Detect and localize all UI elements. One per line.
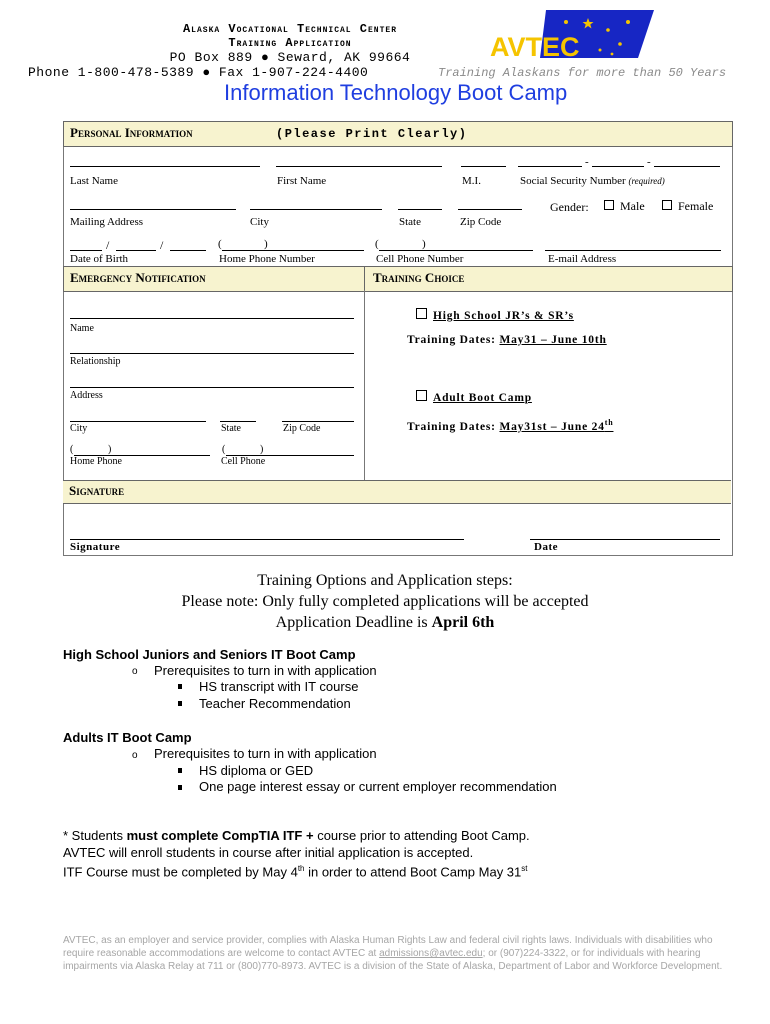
emergency-header xyxy=(63,266,365,292)
female-label: Female xyxy=(678,199,714,213)
dob-year-field[interactable] xyxy=(170,250,206,251)
mi-field[interactable] xyxy=(461,166,506,167)
comptia-note xyxy=(63,828,530,881)
emergency-address-label: Address xyxy=(70,390,103,401)
deadline-date: April 6th xyxy=(431,614,495,631)
date-field[interactable] xyxy=(530,539,720,540)
hs-prereq-bullet: o xyxy=(132,666,138,677)
emergency-city-label: City xyxy=(70,423,88,434)
footer-disclaimer xyxy=(63,934,731,973)
ssn-part3-field[interactable] xyxy=(654,166,720,167)
signature-heading: Signature xyxy=(69,483,125,498)
hs-option-label: High School JR’s & SR’s xyxy=(433,310,574,322)
training-choice-header xyxy=(364,266,733,292)
ssn-label-text: Social Security Number xyxy=(520,175,626,187)
mailing-address-label: Mailing Address xyxy=(70,216,144,228)
zip-field[interactable] xyxy=(458,209,522,210)
admissions-email-link[interactable]: admissions@avtec.edu xyxy=(379,948,483,959)
adult-item: HS diploma or GED xyxy=(199,763,314,778)
zip-label: Zip Code xyxy=(460,216,502,228)
note-suffix: course prior to attending Boot Camp. xyxy=(317,828,530,843)
adult-dates-label: Training Dates: xyxy=(407,420,496,433)
org-address: PO Box 889 ● Seward, AK 99664 xyxy=(169,50,411,65)
male-label: Male xyxy=(620,199,645,213)
last-name-field[interactable] xyxy=(70,166,260,167)
adult-dates-sup: th xyxy=(604,418,614,427)
emergency-cell-paren: ) xyxy=(260,444,264,455)
gender-label: Gender: xyxy=(550,200,589,214)
emergency-home-paren: ( xyxy=(70,444,74,455)
hs-item-bullet xyxy=(178,701,182,706)
adult-option[interactable] xyxy=(416,390,532,404)
cell-phone-paren: ( xyxy=(375,238,379,250)
cell-phone-paren: ) xyxy=(422,238,426,250)
note-sup: th xyxy=(297,864,305,873)
emergency-zip-label: Zip Code xyxy=(283,423,321,434)
ssn-required-note: (required) xyxy=(628,176,665,186)
hs-option-checkbox[interactable] xyxy=(416,308,427,319)
note-line3-a: ITF Course must be completed by May 4 xyxy=(63,864,298,880)
info-line-1: Training Options and Application steps: xyxy=(257,572,513,589)
print-clearly-note: (Please Print Clearly) xyxy=(276,127,468,141)
adult-prereq-bullet: o xyxy=(132,750,138,761)
city-label: City xyxy=(250,216,269,228)
hs-item-bullet xyxy=(178,684,182,689)
state-label: State xyxy=(399,216,421,228)
home-phone-label: Home Phone Number xyxy=(219,253,315,265)
emergency-name-label: Name xyxy=(70,323,94,334)
adult-dates-value xyxy=(499,418,614,433)
info-heading xyxy=(0,570,770,633)
footer-text-b: ; or (907)224-3322, or for individuals with hearing impairments via Alaska Relay at 711 or (800)770-8973. AVTEC is a division of the State of Alaska, Department of Labor and Workforce Development. xyxy=(63,948,723,972)
emergency-cell-phone-label: Cell Phone xyxy=(221,456,266,467)
deadline-label: Application Deadline is xyxy=(275,614,428,631)
emergency-heading: Emergency Notification xyxy=(70,270,206,285)
hs-prereq: Prerequisites to turn in with application xyxy=(154,663,377,678)
hs-option[interactable] xyxy=(416,308,574,322)
gender-female-option[interactable] xyxy=(662,199,713,214)
footer-text-a: AVTEC, as an employer and service provider, complies with Alaska Human Rights Law and federal civil rights laws. Individuals with disabilities who require reasonable accommodations are welcome to contact AVTEC at xyxy=(63,935,713,959)
logo-text: AVTEC xyxy=(490,32,580,62)
emergency-relationship-label: Relationship xyxy=(70,356,121,367)
avtec-logo xyxy=(488,10,656,64)
date-label: Date xyxy=(534,541,558,553)
form-name: Training Application xyxy=(228,36,352,50)
gender-male-option[interactable] xyxy=(604,199,645,214)
mi-label: M.I. xyxy=(462,175,481,187)
adult-dates-text: May31st – June 24 xyxy=(499,420,605,433)
ssn-part2-field[interactable] xyxy=(592,166,644,167)
ssn-part1-field[interactable] xyxy=(518,166,582,167)
signature-field[interactable] xyxy=(70,539,464,540)
personal-info-header xyxy=(63,121,733,147)
hs-dates-value: May31 – June 10th xyxy=(499,334,607,346)
email-label: E-mail Address xyxy=(548,253,617,265)
emergency-home-phone-label: Home Phone xyxy=(70,456,122,467)
home-phone-paren: ) xyxy=(264,238,268,250)
cell-phone-label: Cell Phone Number xyxy=(376,253,464,265)
hs-requirements-heading: High School Juniors and Seniors IT Boot Camp xyxy=(63,647,356,662)
cell-phone-field[interactable] xyxy=(379,250,533,251)
comptia-note-line-3 xyxy=(63,861,530,881)
signature-header xyxy=(63,480,731,504)
adult-item-bullet xyxy=(178,785,182,790)
state-field[interactable] xyxy=(398,209,442,210)
emergency-city-field[interactable] xyxy=(70,421,206,422)
adult-prereq: Prerequisites to turn in with application xyxy=(154,746,377,761)
dob-day-field[interactable] xyxy=(116,250,156,251)
emergency-zip-field[interactable] xyxy=(282,421,354,422)
signature-label: Signature xyxy=(70,541,121,553)
adult-dates xyxy=(407,418,613,433)
hs-item: Teacher Recommendation xyxy=(199,696,351,711)
first-name-label: First Name xyxy=(277,175,327,187)
adult-requirements-heading: Adults IT Boot Camp xyxy=(63,730,192,745)
hs-dates xyxy=(407,334,607,346)
adult-item-bullet xyxy=(178,768,182,773)
last-name-label: Last Name xyxy=(70,175,118,187)
first-name-field[interactable] xyxy=(276,166,442,167)
male-checkbox[interactable] xyxy=(604,200,614,210)
note-sup: st xyxy=(521,864,528,873)
emergency-name-field[interactable] xyxy=(70,318,354,319)
comptia-note-line-2: AVTEC will enroll students in course after initial application is accepted. xyxy=(63,844,474,860)
city-field[interactable] xyxy=(250,209,382,210)
emergency-state-field[interactable] xyxy=(220,421,256,422)
home-phone-paren: ( xyxy=(218,238,222,250)
emergency-relationship-field[interactable] xyxy=(70,353,354,354)
home-phone-field[interactable] xyxy=(222,250,364,251)
note-line3-b: in order to attend Boot Camp May 31 xyxy=(304,864,522,880)
org-name: Alaska Vocational Technical Center xyxy=(182,22,398,36)
info-line-2: Please note: Only fully completed applications will be accepted xyxy=(181,593,589,610)
adult-option-label: Adult Boot Camp xyxy=(433,392,532,404)
hs-dates-label: Training Dates: xyxy=(407,334,496,346)
ssn-label xyxy=(520,175,665,187)
dob-slash: / xyxy=(160,238,164,252)
org-phones: Phone 1-800-478-5389 ● Fax 1-907-224-4400 xyxy=(28,65,369,80)
emergency-home-paren: ) xyxy=(108,444,112,455)
dob-label: Date of Birth xyxy=(70,253,129,265)
emergency-cell-paren: ( xyxy=(222,444,226,455)
comptia-note-line-1 xyxy=(63,828,530,845)
emergency-state-label: State xyxy=(221,423,241,434)
note-prefix: * Students xyxy=(63,828,123,843)
training-choice-heading: Training Choice xyxy=(373,270,465,285)
emergency-divider xyxy=(364,290,365,480)
adult-option-checkbox[interactable] xyxy=(416,390,427,401)
ssn-separator: - xyxy=(585,156,589,168)
note-bold: must complete CompTIA ITF + xyxy=(126,828,314,843)
ssn-separator: - xyxy=(647,156,651,168)
email-field[interactable] xyxy=(545,250,721,251)
hs-item: HS transcript with IT course xyxy=(199,679,359,694)
hs-requirements xyxy=(63,646,356,663)
adult-item: One page interest essay or current employer recommendation xyxy=(199,779,557,794)
mailing-address-field[interactable] xyxy=(70,209,236,210)
dob-slash: / xyxy=(106,238,110,252)
emergency-address-field[interactable] xyxy=(70,387,354,388)
dob-month-field[interactable] xyxy=(70,250,102,251)
female-checkbox[interactable] xyxy=(662,200,672,210)
personal-info-heading: Personal Information xyxy=(70,125,193,140)
page-title: Information Technology Boot Camp xyxy=(224,80,568,105)
deadline-line xyxy=(0,612,770,633)
tagline: Training Alaskans for more than 50 Years xyxy=(438,66,727,80)
